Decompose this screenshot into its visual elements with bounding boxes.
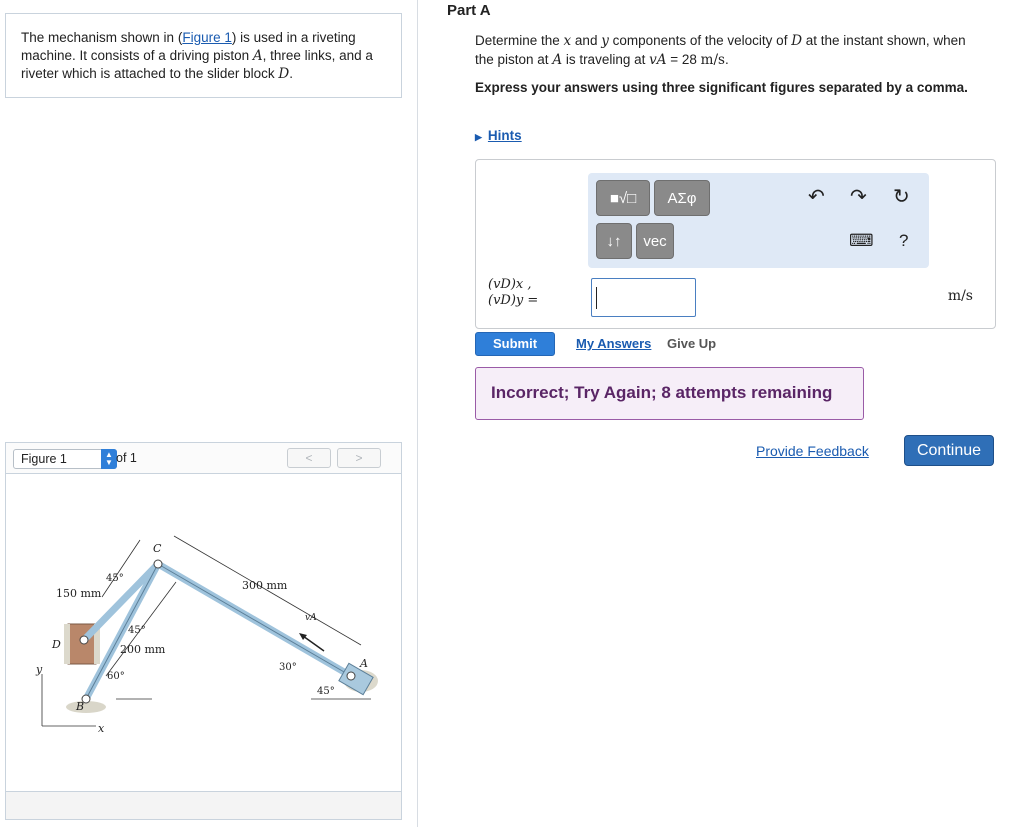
answer-label-vdy: (vD)y =: [488, 293, 539, 308]
q-text-1: Determine the: [475, 33, 564, 48]
text-caret: [596, 287, 597, 309]
pin-d: [80, 636, 88, 644]
redo-icon[interactable]: ↷: [850, 186, 867, 208]
velocity-arrowhead: [299, 633, 307, 640]
subsup-button[interactable]: ↓↑: [596, 223, 632, 259]
problem-column: [0, 0, 418, 827]
label-b: B: [76, 700, 85, 713]
hints-label: Hints: [487, 128, 522, 143]
figure-link[interactable]: Figure 1: [182, 30, 232, 45]
continue-button[interactable]: Continue: [904, 435, 994, 466]
q-var-va: vA: [649, 51, 667, 68]
q-var-d: D: [791, 33, 803, 49]
label-y: y: [36, 663, 43, 676]
hints-toggle[interactable]: [475, 128, 522, 143]
answer-units: m/s: [947, 288, 973, 304]
label-x: x: [98, 722, 105, 735]
problem-text-3: , three links, and a riveter which is attached to the slider block: [21, 47, 373, 81]
q-units: m/s: [700, 51, 725, 68]
q-text-6: = 28: [666, 51, 701, 67]
keyboard-icon[interactable]: ⌨: [849, 231, 874, 250]
result-message: Incorrect; Try Again; 8 attempts remaining: [475, 367, 864, 420]
select-arrows-icon: ▲ ▼: [101, 449, 117, 469]
label-a: A: [360, 657, 368, 670]
reset-icon[interactable]: ↻: [893, 186, 910, 208]
undo-icon[interactable]: ↶: [808, 186, 825, 208]
var-a: A: [252, 47, 263, 64]
figure-select[interactable]: [13, 449, 117, 469]
greek-button[interactable]: ΑΣφ: [654, 180, 710, 216]
submit-button[interactable]: Submit: [475, 332, 555, 356]
pin-c: [154, 560, 162, 568]
label-200mm: 200 mm: [120, 643, 166, 656]
var-d: D: [278, 66, 290, 82]
q-text-7: .: [724, 51, 729, 67]
label-angle-60: 60°: [107, 671, 125, 682]
q-var-a: A: [552, 51, 563, 68]
label-angle-30: 30°: [279, 662, 297, 673]
answer-label: [488, 277, 538, 309]
pin-a: [347, 672, 355, 680]
q-text-2: and: [571, 33, 602, 48]
problem-statement: [5, 13, 402, 98]
figure-select-value: Figure 1: [21, 452, 67, 466]
answer-label-vdx: (vD)x ,: [488, 277, 532, 292]
figure-footer: [6, 791, 401, 819]
label-150mm: 150 mm: [56, 587, 102, 600]
q-var-x: x: [563, 33, 572, 49]
q-text-5: is traveling at: [562, 51, 650, 67]
answer-box: [475, 159, 996, 329]
figure-toolbar: [6, 443, 401, 474]
problem-text-1: The mechanism shown in (: [21, 30, 183, 45]
provide-feedback-link[interactable]: Provide Feedback: [756, 443, 869, 459]
mechanism-figure: [6, 474, 401, 792]
problem-text-2: ) is used in a riveting machine. It consists of a driving piston: [21, 30, 356, 63]
question-text: [475, 32, 985, 69]
label-angle-45-top: 45°: [106, 573, 124, 584]
vec-button[interactable]: vec: [636, 223, 674, 259]
figure-panel: [5, 442, 402, 820]
prev-figure-button[interactable]: <: [287, 448, 331, 468]
answer-input[interactable]: [591, 278, 696, 317]
my-answers-link[interactable]: My Answers: [576, 336, 652, 351]
give-up-link[interactable]: Give Up: [667, 336, 717, 351]
part-title: Part A: [447, 2, 491, 19]
part-column: [418, 0, 1024, 827]
expand-triangle-icon: ▶: [475, 132, 482, 142]
problem-text-4: .: [289, 66, 293, 81]
label-va: vA: [305, 613, 317, 623]
math-toolbar: [588, 173, 929, 268]
label-c: C: [153, 542, 162, 555]
q-var-y: y: [601, 33, 609, 49]
figure-count: of 1: [116, 451, 137, 465]
instruction-text: Express your answers using three significant figures separated by a comma.: [475, 80, 968, 95]
label-angle-45-right: 45°: [317, 686, 335, 697]
q-text-4: at the instant shown, when the piston at: [475, 33, 966, 67]
label-angle-45-mid: 45°: [128, 625, 146, 636]
templates-button[interactable]: ■√□: [596, 180, 650, 216]
help-icon[interactable]: ?: [899, 231, 909, 250]
guide-left: [64, 624, 70, 664]
q-text-3: components of the velocity of: [608, 33, 792, 48]
label-300mm: 300 mm: [242, 579, 288, 592]
label-d: D: [52, 638, 61, 651]
next-figure-button[interactable]: >: [337, 448, 381, 468]
